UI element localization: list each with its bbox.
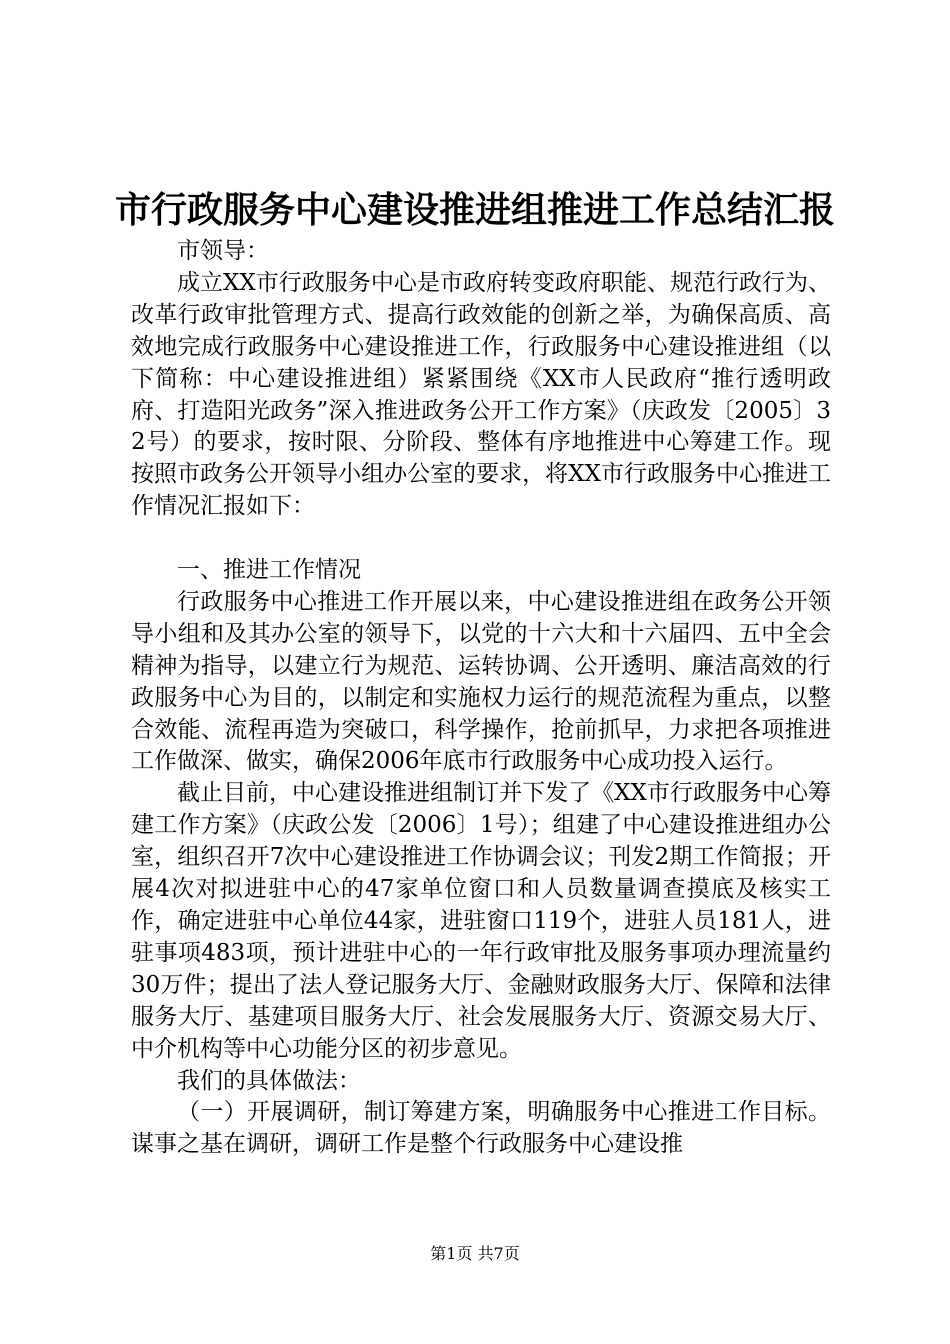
paragraph-spacer xyxy=(131,523,831,555)
paragraph-methods-lead: 我们的具体做法： xyxy=(177,1067,361,1094)
paragraph-method-one: （一）开展调研，制订筹建方案，明确服务中心推进工作目标。谋事之基在调研，调研工作是整个行政服务中心建设推 xyxy=(131,1099,831,1158)
paragraph-intro: 成立XX市行政服务中心是市政府转变政府职能、规范行政行为、改革行政审批管理方式、提高行政效能的创新之举，为确保高质、高效地完成行政服务中心建设推进工作，行政服务中心建设推进组（以下简称：中心建设推进组）紧紧围绕《XX市人民政府“推行透明政府、打造阳光政务”深入推进政务公开工作方案》（庆政发〔2005〕32号）的要求，按时限、分阶段、整体有序地推进中心筹建工作。现按照市政务公开领导小组办公室的要求，将XX市行政服务中心推进工作情况汇报如下： xyxy=(131,269,831,520)
salutation: 市领导： xyxy=(177,238,269,264)
page-number: 第1页 共7页 xyxy=(430,1244,520,1263)
document-title: 市行政服务中心建设推进组推进工作总结汇报 xyxy=(114,189,835,231)
paragraph-overview: 行政服务中心推进工作开展以来，中心建设推进组在政务公开领导小组和及其办公室的领导下，以党的十六大和十六届四、五中全会精神为指导，以建立行为规范、运转协调、公开透明、廉洁高效的行政服务中心为目的，以制定和实施权力运行的规范流程为重点，以整合效能、流程再造为突破口，科学操作，抢前抓早，力求把各项推进工作做深、做实，确保2006年底市行政服务中心成功投入运行。 xyxy=(131,588,831,775)
document-body xyxy=(131,236,831,1161)
paragraph-progress: 截止目前，中心建设推进组制订并下发了《XX市行政服务中心筹建工作方案》（庆政公发〔2006〕1号）；组建了中心建设推进组办公室，组织召开7次中心建设推进工作协调会议；刊发2期工作简报；开展4次对拟进驻中心的47家单位窗口和人员数量调查摸底及核实工作，确定进驻中心单位44家，进驻窗口119个，进驻人员181人，进驻事项483项，预计进驻中心的一年行政审批及服务事项办理流量约30万件；提出了法人登记服务大厅、金融财政服务大厅、保障和法律服务大厅、基建项目服务大厅、社会发展服务大厅、资源交易大厅、中介机构等中心功能分区的初步意见。 xyxy=(131,780,831,1062)
section-heading: 一、推进工作情况 xyxy=(177,557,361,584)
